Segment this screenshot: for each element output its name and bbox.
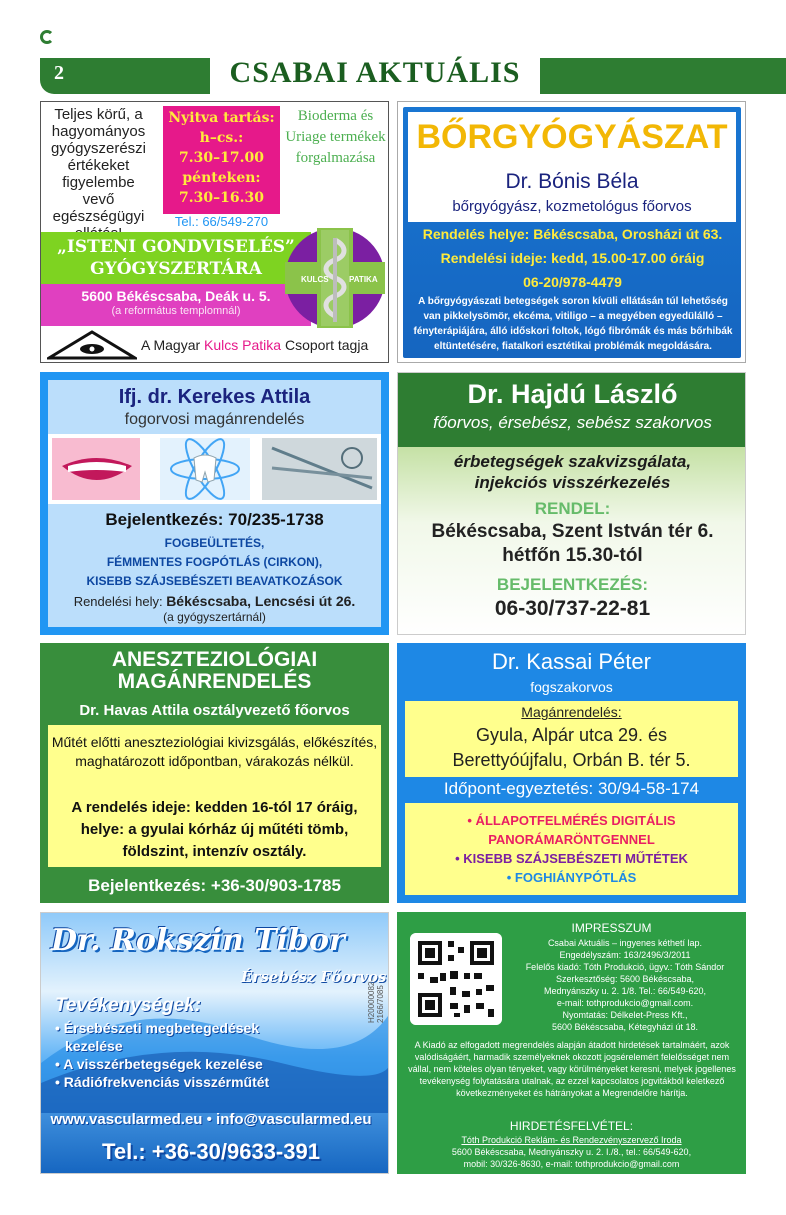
kerekes-place (48, 593, 381, 609)
rokszin-phone: Tel.: +36-30/9633-391 (102, 1139, 320, 1164)
hours-time-2: 7.30–16.30 (179, 190, 264, 206)
derm-title: BŐRGYÓGYÁSZAT (416, 118, 728, 156)
kassai-places (405, 723, 738, 773)
hajdu-place: Békéscsaba, Szent István tér 6. (431, 521, 714, 542)
kassai-svc-3: • KISEBB SZÁJSEBÉSZETI MŰTÉTEK (455, 851, 688, 866)
ad-kerekes-dentist (40, 372, 389, 635)
footer-post: Csoport tagja (281, 337, 369, 353)
kassai-name: Dr. Kassai Péter (492, 649, 651, 674)
kassai-place-1: Gyula, Alpár utca 29. és (475, 725, 668, 745)
rokszin-web[interactable]: www.vascularmed.eu • info@vascularmed.eu (50, 1111, 372, 1128)
rokszin-act-2: kezelése (65, 1038, 123, 1054)
page-number: 2 (54, 62, 64, 84)
pharmacy-tel: Tel.: 66/549-270 (174, 214, 269, 229)
hajdu-place-time (398, 520, 746, 568)
qr-code-icon[interactable] (410, 933, 502, 1025)
pharmacy-name-2: GYÓGYSZERTÁRA (90, 259, 262, 279)
ads-contact (397, 1134, 746, 1170)
rokszin-act-4: • Rádiófrekvenciás visszérműtét (55, 1074, 270, 1090)
eye-triangle-icon (47, 330, 137, 360)
logo-swirl-icon (40, 30, 54, 44)
logo-text-right: PATIKA (349, 275, 378, 284)
kulcs-patika-logo (277, 226, 389, 330)
rokszin-role: Érsebész Főorvos (241, 968, 387, 986)
kassai-private (405, 701, 738, 777)
derm-place: Rendelés helye: Békéscsaba, Orosházi út 63. (422, 226, 723, 242)
imp-line-3: Felelős kiadó: Tóth Produkció, ügyv.: Tóth Sándor (525, 962, 725, 972)
rokszin-act-3: • A visszérbetegségek kezelése (55, 1056, 263, 1072)
imp-line-6: e-mail: tothprodukcio@gmail.com. (556, 998, 694, 1008)
imp-line-5: Mednyánszky u. 2. 1/8. Tel.: 66/549-620, (544, 986, 706, 996)
aneszt-title (40, 649, 389, 693)
aneszt-doctor: Dr. Havas Attila osztályvezető főorvos (79, 702, 350, 719)
kerekes-inner (48, 380, 381, 627)
kerekes-role: fogorvosi magánrendelés (124, 411, 305, 428)
derm-time: Rendelési ideje: kedd, 15.00-17.00 óráig (440, 250, 705, 266)
pharmacy-brands: Bioderma és Uriage termékek forgalmazása (285, 108, 386, 166)
kerekes-name: Ifj. dr. Kerekes Attila (118, 386, 311, 408)
kerekes-service-1: FOGBEÜLTETÉS, (164, 536, 265, 550)
rokszin-activities-title: Tevékenységek: (55, 995, 202, 1016)
hours-title: Nyitva tartás: (168, 110, 275, 126)
address-note: (a református templomnál) (111, 305, 241, 317)
pharmacy-hours (163, 106, 280, 214)
ads-line-1: Tóth Produkció Reklám- és Rendezvényszervező Iroda (461, 1135, 682, 1145)
pharmacy-footer (141, 337, 368, 353)
hours-time-1: 7.30–17.00 (179, 150, 264, 166)
kerekes-services (48, 534, 381, 591)
hajdu-rendel-label: RENDEL: (534, 499, 611, 518)
kerekes-service-2: FÉMMENTES FOGPÓTLÁS (CIRKON), (106, 555, 323, 569)
place-value: Békéscsaba, Lencsési út 26. (166, 593, 356, 609)
hajdu-specialties (398, 451, 746, 493)
kassai-services (405, 811, 738, 887)
dental-photos (52, 438, 377, 500)
imp-line-7: Nyomtatás: Délkelet-Press Kft., (562, 1010, 688, 1020)
impresszum-title: IMPRESSZUM (571, 921, 652, 935)
ad-hajdu-surgeon (397, 372, 746, 635)
ad-kassai-dentist (397, 643, 746, 903)
masthead: CSABAI AKTUÁLIS (229, 56, 521, 89)
imp-line-2: Engedélyszám: 163/2496/3/2011 (559, 950, 691, 960)
impresszum-disclaimer: A Kiadó az elfogadott megrendelés alapján átadott hirdetések tartalmáért, azok valódiságáért, harmadik személyeknek okozott jogsérelemért felelősséget nem vállal, nem köteles olyan tényeket, vagy körülményeket keresni, melyek jogellenes tevékenység folytatására utalnak, az ezzel kapcsolatos jogvitákból keletkező következményeket és hátrányokat a Megrendelőre hárítja. (408, 1040, 736, 1098)
imp-line-8: 5600 Békéscsaba, Kétegyházi út 18. (551, 1022, 699, 1032)
kerekes-details (48, 504, 381, 627)
pharmacy-intro: Teljes körű, a hagyományos gyógyszerészi értékeket figyelembe vevő egészségügyi (50, 106, 147, 225)
rokszin-activities (55, 1019, 269, 1091)
kerekes-booking: Bejelentkezés: 70/235-1738 (105, 510, 324, 529)
hajdu-role: főorvos, érsebész, sebész szakorvos (433, 413, 712, 432)
imp-line-1: Csabai Aktuális – ingyenes kéthetí lap. (547, 938, 703, 948)
footer-brand: Kulcs Patika (204, 337, 282, 353)
aneszt-booking: Bejelentkezés: +36-30/903-1785 (88, 876, 341, 895)
logo-text-left: KULCS (301, 275, 329, 284)
kerekes-service-3: KISEBB SZÁJSEBÉSZETI BEAVATKOZÁSOK (86, 574, 343, 588)
aneszt-title-2: MAGÁNRENDELÉS (117, 670, 312, 693)
kassai-booking: Időpont-egyeztetés: 30/94-58-174 (443, 779, 700, 798)
pharmacy-address (41, 284, 311, 326)
hajdu-body (398, 447, 746, 635)
hajdu-header (398, 373, 746, 447)
hajdu-spec-2: injekciós visszérkezelés (474, 473, 671, 492)
hajdu-phone: 06-30/737-22-81 (494, 597, 651, 620)
aneszt-info (48, 725, 381, 867)
kassai-place-2: Berettyóújfalu, Orbán B. tér 5. (452, 750, 691, 770)
derm-doctor: Dr. Bónis Béla (505, 170, 639, 193)
kassai-private-label: Magánrendelés: (521, 704, 622, 720)
kerekes-place-note: (a gyógyszertárnál) (163, 610, 266, 624)
place-label: Rendelési hely: (73, 594, 167, 609)
pharmacy-name-1: „ISTENI GONDVISELÉS” (57, 237, 295, 257)
hours-days-2: pénteken: (182, 170, 261, 186)
hajdu-name: Dr. Hajdú László (467, 379, 678, 409)
derm-description: A bőrgyógyászati betegségek soron kívüli ellátásán túl lehetőség van pikkelysömör, ekcéma, vitiligo – a megyében egyedülálló – fényterápiájára, álló időskori foltok, lógó fibrómák és más bőrhibák eltüntetésére, fiatalkori esztétikai problémák megoldására. (413, 296, 733, 352)
imp-line-4: Szerkesztőség: 5600 Békéscsaba, (555, 974, 695, 984)
aneszt-text-1: Műtét előtti aneszteziológiai kivizsgálás, előkészítés, maghatározott időpontban, várakozás nélkül. (51, 734, 378, 769)
ad-dermatology (397, 101, 746, 363)
derm-phone: 06-20/978-4479 (523, 274, 622, 290)
kassai-svc-4: • FOGHIÁNYPÓTLÁS (506, 870, 637, 885)
impresszum (397, 912, 746, 1174)
kassai-svc-1: • ÁLLAPOTFELMÉRÉS DIGITÁLIS (467, 813, 676, 828)
aneszt-title-1: ANESZTEZIOLÓGIAI (111, 648, 318, 671)
ad-pharmacy (40, 101, 389, 363)
footer-pre: A Magyar (141, 337, 205, 353)
derm-header (408, 112, 736, 222)
ads-line-2: 5600 Békéscsaba, Mednyánszky u. 2. I./8., tel.: 66/549-620, (451, 1147, 692, 1157)
impresszum-lines (507, 937, 743, 1033)
hajdu-booking-label: BEJELENTKEZÉS: (496, 575, 649, 594)
hajdu-time: hétfőn 15.30-tól (502, 545, 643, 566)
address-line: 5600 Békéscsaba, Deák u. 5. (81, 288, 271, 304)
ads-title: HIRDETÉSFELVÉTEL: (509, 1119, 634, 1133)
kassai-services-box (405, 803, 738, 895)
hajdu-spec-1: érbetegségek szakvizsgálata, (453, 452, 692, 471)
ad-rokszin-surgeon (40, 912, 389, 1174)
kassai-svc-2: PANORÁMARÖNTGENNEL (488, 832, 655, 847)
rokszin-code: H20000082-2166/7085 (367, 978, 385, 1023)
pharmacy-name (41, 232, 311, 284)
ads-line-3: mobil: 30/326-8630, e-mail: tothprodukcio@gmail.com (463, 1159, 680, 1169)
rokszin-name: Dr. Rokszin Tibor (51, 923, 345, 958)
ad-anesthesiology (40, 643, 389, 903)
derm-role: bőrgyógyász, kozmetológus főorvos (452, 198, 692, 215)
hours-days-1: h–cs.: (199, 130, 244, 146)
aneszt-text-2: A rendelés ideje: kedden 16-tól 17 óráig, helye: a gyulai kórház új műtéti tömb, földszint, intenzív osztály. (71, 799, 358, 860)
kerekes-header (48, 380, 381, 434)
kassai-role: fogszakorvos (530, 679, 613, 695)
rokszin-act-1: • Érsebészeti megbetegedések (55, 1020, 260, 1036)
